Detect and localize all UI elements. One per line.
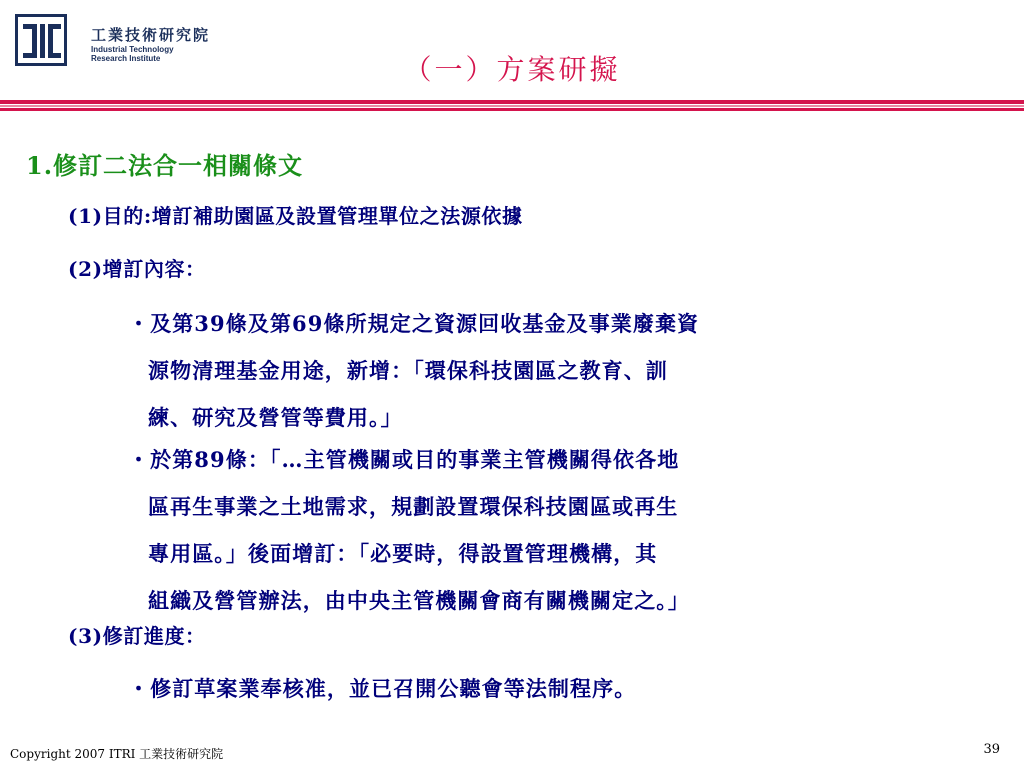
bullet-line: ・及第39條及第69條所規定之資源回收基金及事業廢棄資 — [128, 311, 700, 336]
bullet-line: 區再生事業之土地需求，規劃設置環保科技園區或再生 — [148, 494, 679, 519]
item-purpose: (1)目的:增訂補助園區及設置管理單位之法源依據 — [68, 204, 523, 228]
bullet-article-89 — [128, 436, 690, 624]
header-divider — [0, 100, 1024, 114]
logo-name-zh: 工業技術研究院 — [91, 26, 211, 44]
bullet-line: ・於第89條：「…主管機關或目的事業主管機關得依各地 — [128, 447, 680, 472]
section-heading: 1.修訂二法合一相關條文 — [26, 151, 304, 180]
bullet-line: 組織及營管辦法，由中央主管機關會商有關機關定之。」 — [148, 588, 690, 613]
bullet-fund-usage — [128, 300, 699, 441]
logo-name-en-line2: Research Institute — [91, 54, 161, 63]
bullet-line: 源物清理基金用途，新增：「環保科技園區之教育、訓 — [148, 358, 668, 383]
logo-name-en-line1: Industrial Technology — [91, 45, 174, 54]
page-number: 39 — [983, 742, 1000, 757]
bullet-line: 練、研究及營管等費用。」 — [148, 405, 403, 430]
slide-title: （一）方案研擬 — [403, 53, 621, 86]
item-content: (2)增訂內容： — [68, 257, 206, 281]
bullet-line: 專用區。」後面增訂：「必要時，得設置管理機構，其 — [148, 541, 658, 566]
bullet-line: ・修訂草案業奉核准，並已召開公聽會等法制程序。 — [128, 676, 637, 701]
bullet-progress — [128, 665, 636, 712]
item-progress: (3)修訂進度： — [68, 624, 206, 648]
footer-copyright: Copyright 2007 ITRI 工業技術研究院 — [10, 747, 224, 761]
